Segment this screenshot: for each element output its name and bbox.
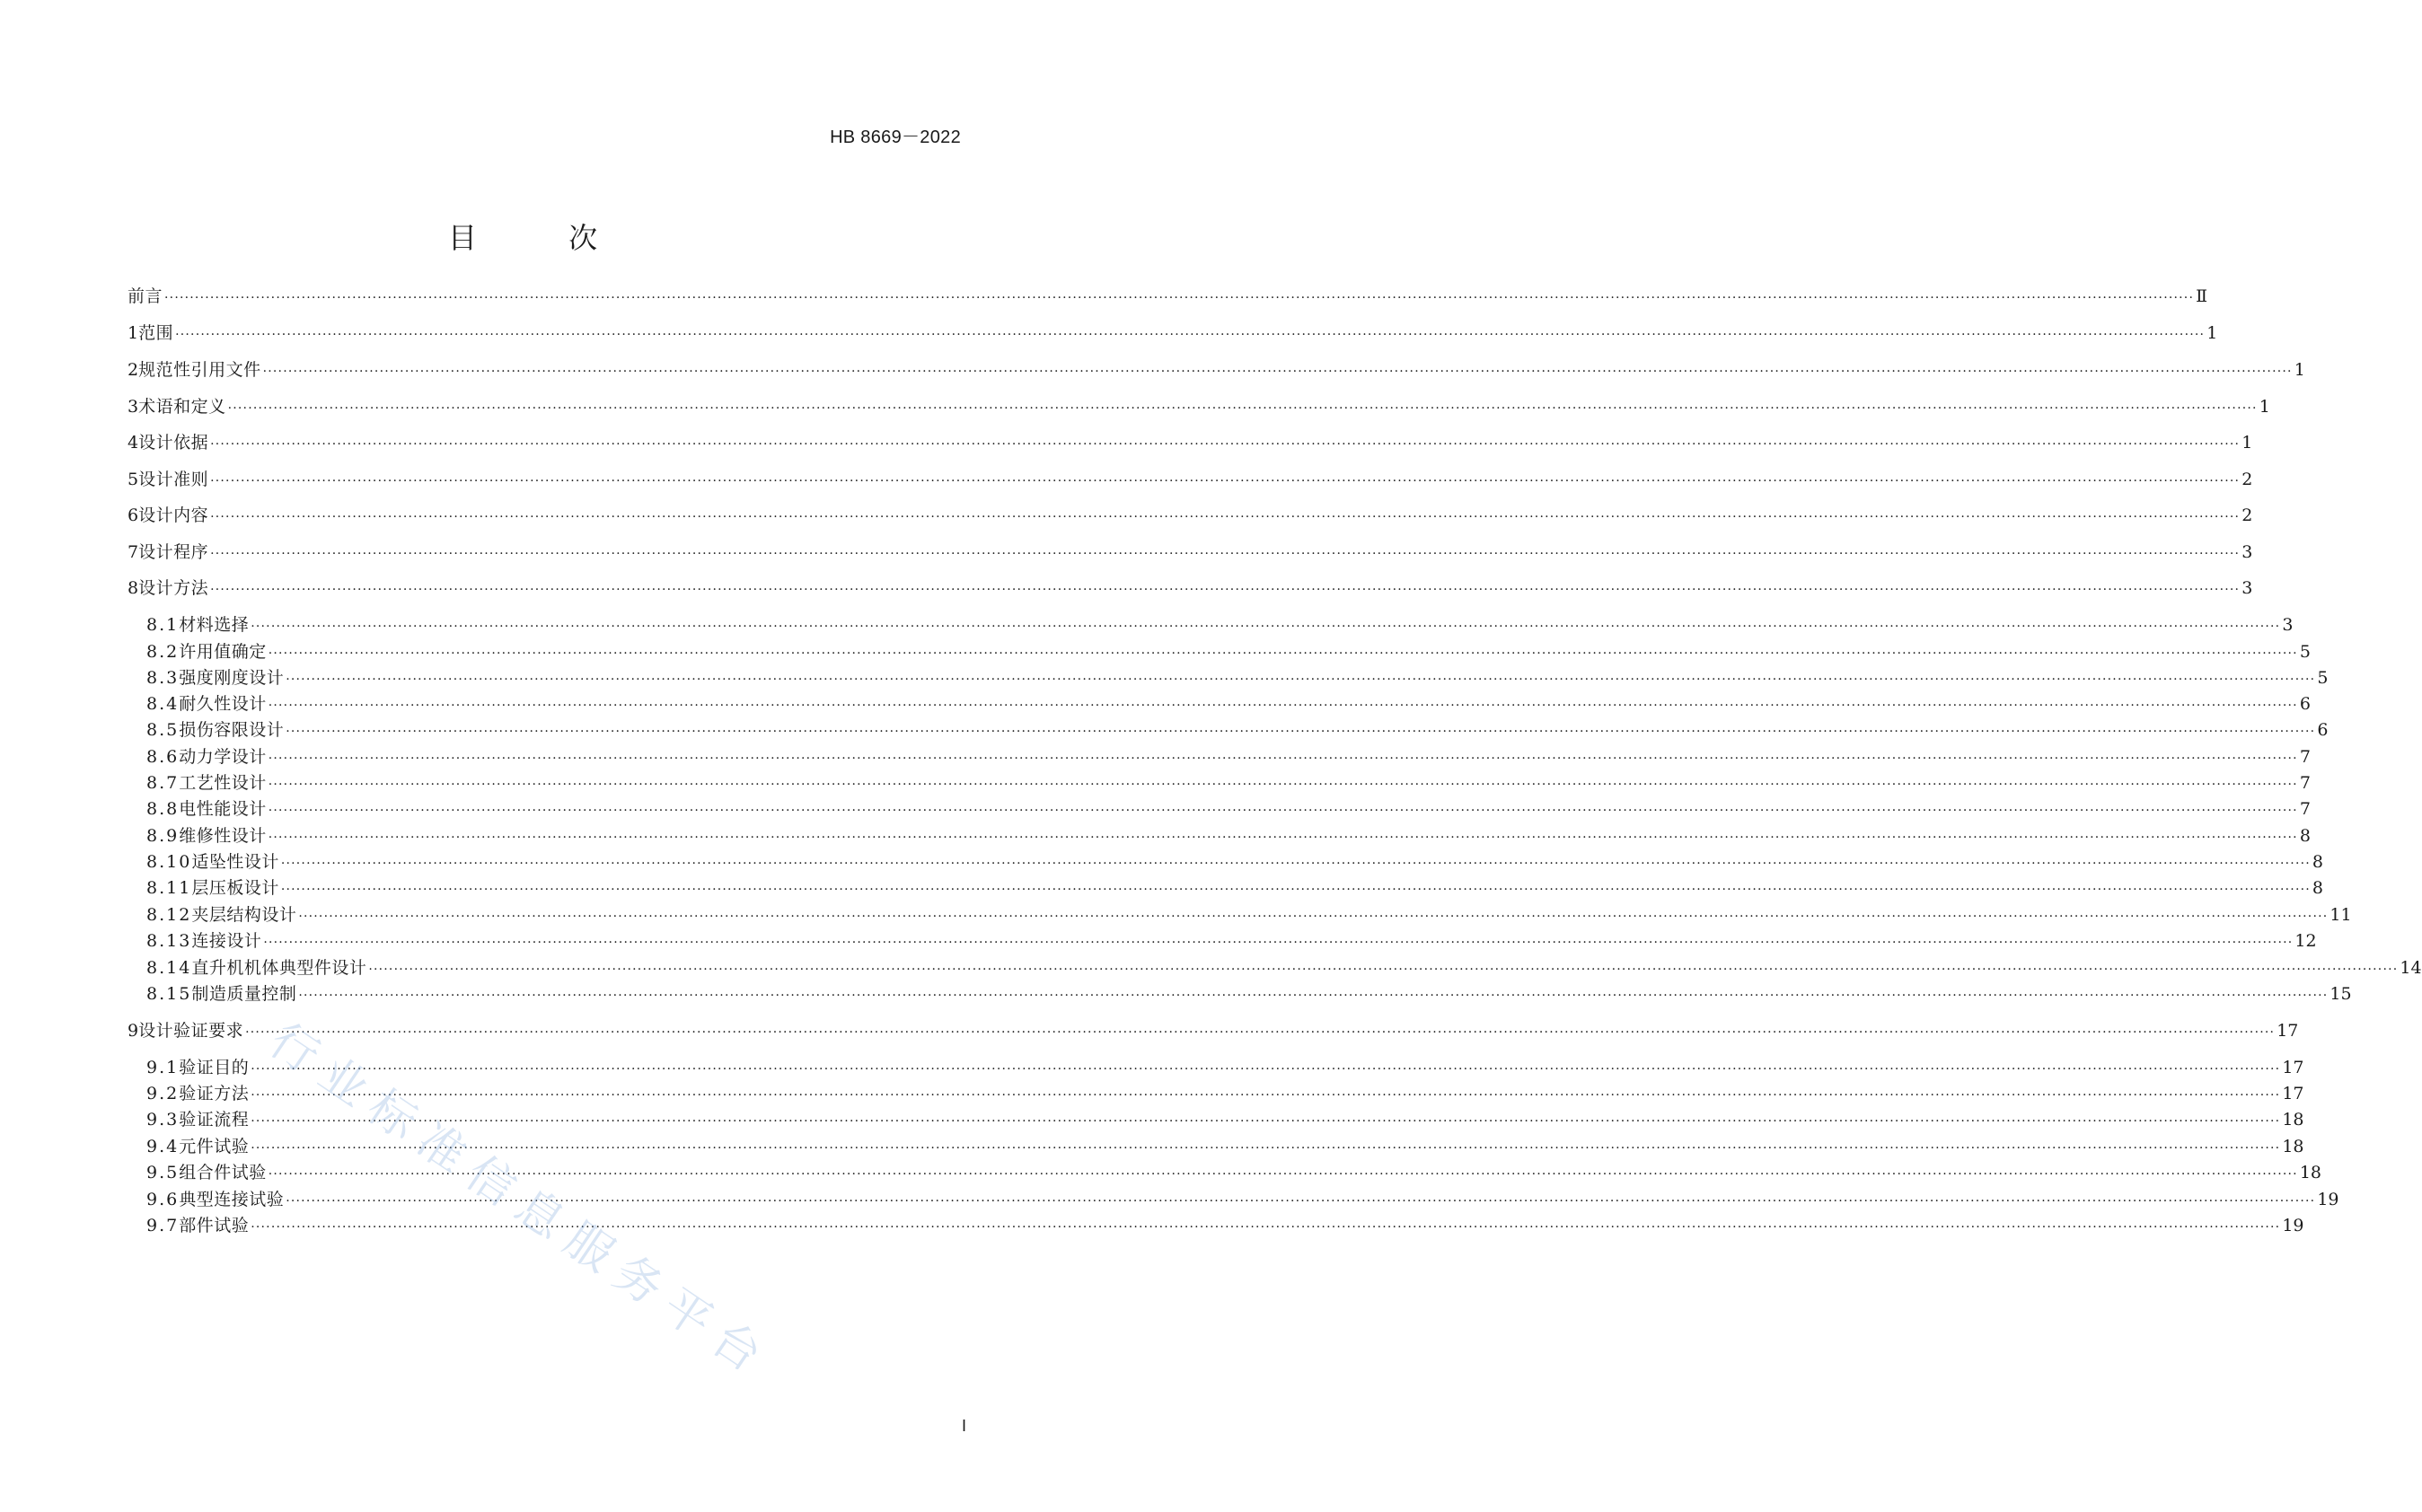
- page-number: I: [961, 1417, 966, 1435]
- toc-entry-title: 部件试验: [179, 1216, 250, 1235]
- toc-leader-dots: ················································································································································································································································································································································································································: [175, 328, 2206, 342]
- toc-entry[interactable]: [146, 1162, 2321, 1185]
- toc-entry[interactable]: [128, 286, 2208, 309]
- toc-leader-dots: ················································································································································································································································································································································································································: [286, 672, 2316, 687]
- toc-entry-number: 8.7: [146, 773, 180, 793]
- toc-entry-title: 规范性引用文件: [138, 360, 261, 380]
- toc-entry-title: 制造质量控制: [191, 984, 297, 1004]
- toc-entry-title: 损伤容限设计: [179, 720, 285, 740]
- toc-entry[interactable]: [146, 877, 2323, 901]
- toc-entry[interactable]: [128, 469, 2253, 492]
- toc-leader-dots: ················································································································································································································································································································································································································: [268, 778, 2298, 792]
- toc-entry[interactable]: [128, 505, 2253, 528]
- toc-entry-title: 动力学设计: [179, 747, 267, 767]
- toc-entry-number: 3: [128, 397, 139, 417]
- toc-entry-number: 8.9: [146, 826, 180, 846]
- toc-entry-number: 7: [128, 542, 139, 562]
- toc-leader-dots: ················································································································································································································································································································································································································: [251, 1088, 2281, 1103]
- toc-entry[interactable]: [128, 432, 2253, 455]
- toc-entry[interactable]: [146, 1215, 2304, 1238]
- toc-entry-page: 15: [2330, 984, 2352, 1004]
- toc-entry-title: 验证目的: [179, 1058, 250, 1077]
- toc-entry-title: 维修性设计: [179, 826, 267, 846]
- toc-entry-number: 9.3: [146, 1110, 180, 1130]
- toc-entry-page: 17: [2282, 1084, 2304, 1103]
- toc-entry-number: 8.4: [146, 694, 180, 714]
- toc-entry[interactable]: [146, 614, 2294, 637]
- toc-entry-number: 8.3: [146, 668, 180, 688]
- toc-entry-title: 元件试验: [179, 1137, 250, 1156]
- toc-entry-number: 4: [128, 433, 139, 453]
- toc-entry-number: 8.14: [146, 958, 192, 978]
- toc-leader-dots: ················································································································································································································································································································································································································: [251, 1141, 2281, 1156]
- toc-entry-number: 8.8: [146, 799, 180, 819]
- toc-entry[interactable]: [146, 1109, 2304, 1132]
- toc-entry[interactable]: [128, 577, 2253, 601]
- toc-leader-dots: ················································································································································································································································································································································································································: [268, 699, 2298, 713]
- toc-entry[interactable]: [146, 798, 2311, 822]
- toc-entry-page: 18: [2282, 1137, 2304, 1156]
- toc-entry[interactable]: [146, 983, 2352, 1007]
- toc-entry-page: 8: [2299, 826, 2311, 846]
- toc-leader-dots: ················································································································································································································································································································································································································: [368, 963, 2399, 977]
- toc-entry[interactable]: [146, 1189, 2339, 1212]
- toc-entry-number: 8.2: [146, 642, 180, 662]
- toc-leader-dots: ················································································································································································································································································································································································································: [251, 620, 2281, 634]
- toc-entry-number: 8.11: [146, 878, 192, 898]
- toc-entry-page: 12: [2294, 931, 2317, 951]
- toc-entry[interactable]: [146, 772, 2311, 796]
- toc-entry[interactable]: [128, 322, 2218, 346]
- toc-entry-page: 19: [2317, 1190, 2339, 1209]
- toc-leader-dots: ················································································································································································································································································································································································································: [210, 437, 2241, 452]
- toc-entry-number: 8.6: [146, 747, 180, 767]
- page-title: 目 次: [447, 221, 639, 255]
- toc-entry-page: 3: [2282, 615, 2294, 635]
- toc-entry-page: 6: [2299, 694, 2311, 714]
- toc-entry-number: 8.1: [146, 615, 180, 635]
- toc-entry-page: 7: [2299, 747, 2311, 767]
- toc-leader-dots: ················································································································································································································································································································································································································: [298, 989, 2329, 1003]
- toc-entry-number: 9.5: [146, 1163, 180, 1182]
- toc-entry-page: 7: [2299, 773, 2311, 793]
- toc-entry-page: 5: [2317, 668, 2329, 688]
- toc-entry-page: 7: [2299, 799, 2311, 819]
- toc-entry-number: 9.1: [146, 1058, 180, 1077]
- watermark: 行业标准信息服务平台: [260, 1013, 781, 1390]
- toc-entry-title: 验证方法: [179, 1084, 250, 1103]
- toc-entry-number: 1: [128, 323, 139, 343]
- toc-leader-dots: ················································································································································································································································································································································································································: [286, 1194, 2316, 1209]
- toc-leader-dots: ················································································································································································································································································································································································································: [210, 474, 2241, 488]
- toc-entry[interactable]: [146, 641, 2311, 664]
- toc-entry-page: 18: [2282, 1110, 2304, 1130]
- toc-entry-number: 8.15: [146, 984, 192, 1004]
- toc-entry-page: 3: [2241, 542, 2253, 562]
- toc-entry-number: 8.13: [146, 931, 192, 951]
- toc-entry-number: 9: [128, 1021, 139, 1041]
- toc-entry-number: 8.5: [146, 720, 180, 740]
- toc-leader-dots: ················································································································································································································································································································································································································: [286, 725, 2316, 739]
- toc-entry-page: 3: [2241, 578, 2253, 598]
- toc-leader-dots: ················································································································································································································································································································································································································: [268, 804, 2298, 818]
- toc-entry[interactable]: [146, 851, 2323, 875]
- toc-leader-dots: ················································································································································································································································································································································································································: [251, 1220, 2281, 1235]
- toc-entry-title: 典型连接试验: [179, 1190, 285, 1209]
- toc-leader-dots: ················································································································································································································································································································································································································: [280, 857, 2311, 871]
- toc-entry-page: 1: [2259, 397, 2270, 417]
- toc-entry-page: 17: [2277, 1021, 2299, 1041]
- toc-entry-title: 组合件试验: [179, 1163, 267, 1182]
- toc-entry-page: 1: [2241, 433, 2253, 453]
- toc-entry-number: 2: [128, 360, 139, 380]
- toc-entry-title: 验证流程: [179, 1110, 250, 1130]
- toc-entry-title: 设计内容: [138, 505, 209, 525]
- toc-entry[interactable]: [146, 825, 2311, 848]
- toc-entry-title: 范围: [138, 323, 174, 343]
- toc-entry-page: 2: [2241, 470, 2253, 489]
- toc-leader-dots: ················································································································································································································································································································································································································: [268, 646, 2298, 661]
- toc-entry-title: 工艺性设计: [179, 773, 267, 793]
- toc-entry-title: 术语和定义: [138, 397, 226, 417]
- toc-entry-page: 17: [2282, 1058, 2304, 1077]
- toc-leader-dots: ················································································································································································································································································································································································································: [268, 1167, 2298, 1182]
- toc-entry-page: 2: [2241, 505, 2253, 525]
- toc-entry[interactable]: [146, 1057, 2304, 1080]
- toc-entry-title: 设计准则: [138, 470, 209, 489]
- toc-entry-title: 电性能设计: [179, 799, 267, 819]
- toc-leader-dots: ················································································································································································································································································································································································································: [262, 365, 2293, 379]
- toc-entry-title: 设计依据: [138, 433, 209, 453]
- toc-entry-number: 8.12: [146, 905, 192, 925]
- toc-entry-title: 连接设计: [191, 931, 262, 951]
- toc-entry-page: 6: [2317, 720, 2329, 740]
- toc-entry-page: 5: [2299, 642, 2311, 662]
- toc-entry-title: 设计验证要求: [138, 1021, 244, 1041]
- toc-leader-dots: ················································································································································································································································································································································································································: [227, 401, 2258, 416]
- toc-leader-dots: ················································································································································································································································································································································································································: [268, 752, 2298, 766]
- toc-entry-number: 6: [128, 505, 139, 525]
- toc-leader-dots: ················································································································································································································································································································································································································: [251, 1062, 2281, 1077]
- toc-entry-page: 18: [2299, 1163, 2321, 1182]
- toc-entry-page: 8: [2312, 878, 2323, 898]
- toc-entry[interactable]: [146, 746, 2311, 769]
- toc-leader-dots: ················································································································································································································································································································································································································: [245, 1025, 2276, 1040]
- toc-entry[interactable]: [128, 1020, 2299, 1043]
- toc-entry-number: 8: [128, 578, 139, 598]
- toc-entry-title: 许用值确定: [179, 642, 267, 662]
- toc-entry-page: Ⅱ: [2196, 286, 2208, 306]
- toc-leader-dots: ················································································································································································································································································································································································································: [210, 547, 2241, 561]
- toc-entry-title: 前言: [128, 286, 163, 306]
- toc-entry-number: 9.7: [146, 1216, 180, 1235]
- toc-entry-page: 1: [2294, 360, 2305, 380]
- toc-leader-dots: ················································································································································································································································································································································································································: [263, 936, 2294, 950]
- toc-entry[interactable]: [146, 904, 2352, 927]
- toc-entry-title: 直升机机体典型件设计: [191, 958, 367, 978]
- toc-entry-number: 8.10: [146, 852, 192, 872]
- toc-entry-page: 8: [2312, 852, 2323, 872]
- toc-entry[interactable]: [146, 667, 2329, 690]
- toc-entry-title: 强度刚度设计: [179, 668, 285, 688]
- toc-entry-page: 19: [2282, 1216, 2304, 1235]
- toc-entry[interactable]: [128, 396, 2270, 419]
- toc-entry[interactable]: [128, 359, 2305, 382]
- toc-entry-title: 适坠性设计: [191, 852, 279, 872]
- toc-entry[interactable]: [146, 1136, 2304, 1159]
- toc-leader-dots: ················································································································································································································································································································································································································: [210, 583, 2241, 597]
- toc-entry[interactable]: [146, 719, 2329, 743]
- toc-leader-dots: ················································································································································································································································································································································································································: [280, 883, 2311, 897]
- toc-entry-title: 设计方法: [138, 578, 209, 598]
- toc-entry[interactable]: [128, 541, 2253, 565]
- toc-entry[interactable]: [146, 1083, 2304, 1106]
- toc-entry-number: 5: [128, 470, 139, 489]
- toc-entry-number: 9.6: [146, 1190, 180, 1209]
- toc-leader-dots: ················································································································································································································································································································································································································: [164, 291, 2195, 305]
- toc-entry-page: 11: [2330, 905, 2352, 925]
- toc-entry-title: 材料选择: [179, 615, 250, 635]
- toc-entry[interactable]: [146, 957, 2422, 980]
- toc-entry[interactable]: [146, 930, 2317, 954]
- toc-leader-dots: ················································································································································································································································································································································································································: [210, 510, 2241, 524]
- toc-entry-number: 9.4: [146, 1137, 180, 1156]
- toc-entry-title: 耐久性设计: [179, 694, 267, 714]
- toc-entry-page: 14: [2400, 958, 2422, 978]
- toc-entry-page: 1: [2206, 323, 2218, 343]
- toc-entry-title: 设计程序: [138, 542, 209, 562]
- toc-leader-dots: ················································································································································································································································································································································································································: [251, 1114, 2281, 1129]
- toc-entry-title: 夹层结构设计: [191, 905, 297, 925]
- toc-entry[interactable]: [146, 693, 2311, 716]
- toc-leader-dots: ················································································································································································································································································································································································································: [298, 910, 2329, 924]
- toc-leader-dots: ················································································································································································································································································································································································································: [268, 831, 2298, 845]
- standard-code: HB 8669－2022: [830, 127, 961, 147]
- toc-entry-number: 9.2: [146, 1084, 180, 1103]
- toc-entry-title: 层压板设计: [191, 878, 279, 898]
